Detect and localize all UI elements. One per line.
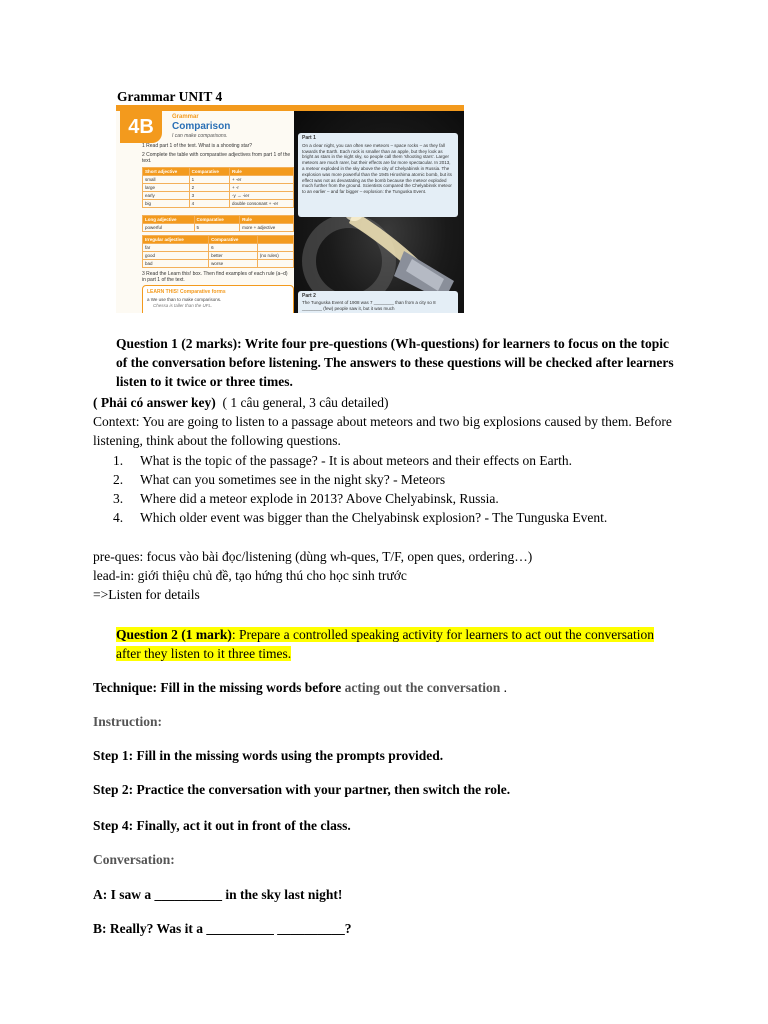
note-listen: =>Listen for details (93, 587, 200, 602)
section-heading: Comparison (172, 121, 231, 132)
part-2-panel (298, 291, 458, 313)
table-cell: more + adjective (240, 224, 294, 232)
answer-key-label: ( Phải có answer key) (93, 395, 216, 410)
instruction-label: Instruction: (93, 714, 163, 729)
technique-label: Technique: Fill in the missing words before (93, 680, 342, 695)
table-cell: -y → -ier (229, 192, 293, 200)
table-cell (257, 244, 293, 252)
task-3: 3 Read the Learn this! box. Then find examples of each rule (a–d) in part 1 of the text. (142, 271, 288, 283)
answer-key-note: ( 1 câu general, 3 câu detailed) (222, 395, 389, 410)
learn-this-example: Chessa is taller than the UFL. (153, 303, 213, 308)
table-header: Long adjective (143, 216, 195, 224)
step-2: Step 2: Practice the conversation with your partner, then switch the role. (93, 782, 511, 797)
list-item: 1. What is the topic of the passage? - It is about meteors and their effects on Earth. (113, 451, 683, 470)
list-item: 2. What can you sometimes see in the night sky? - Meteors (113, 470, 683, 489)
technique-line (93, 678, 693, 697)
pre-question-list (113, 451, 683, 527)
irregular-adjective-table (142, 235, 294, 268)
textbook-page-image (116, 105, 464, 313)
step-1: Step 1: Fill in the missing words using the prompts provided. (93, 748, 444, 763)
note-lead-in: lead-in: giới thiệu chủ đề, tạo hứng thú cho học sinh trước (93, 568, 407, 583)
learn-this-rule: a We use than to make comparisons. (147, 297, 222, 302)
table-cell: early (143, 192, 190, 200)
table-cell: 1 (189, 176, 229, 184)
table-cell: bad (143, 260, 209, 268)
table-cell: worse (209, 260, 258, 268)
table-cell: far (143, 244, 209, 252)
task-1: 1 Read part 1 of the text. What is a shooting star? (142, 143, 253, 149)
conversation-line-a: A: I saw a __________ in the sky last night! (93, 887, 343, 902)
table-cell: 6 (209, 244, 258, 252)
table-cell: 3 (189, 192, 229, 200)
short-adjective-table (142, 167, 294, 208)
learn-this-box (142, 285, 294, 313)
list-item: 4. Which older event was bigger than the Chelyabinsk explosion? - The Tunguska Event. (113, 508, 683, 527)
technique-tail: acting out the conversation (344, 680, 501, 695)
part-1-text: On a clear night, you can often see meteors – space rocks – as they fall towards the Earth. Each rock is smaller than an apple, but they look as bright as stars in the night sky, so people call them 'shooting stars'. Larger meteors are much rarer, but their effects are far more spectacular. In 2013, a meteor exploded in the sky above the city of Chelyabinsk in Russia. The explosion was more powerful than the 1945 Hiroshima atomic bomb, but its effect was not as devastating as the bomb because the meteor exploded much further from the ground. Scientists compared the Chelyabinsk meteor to an earlier – and far bigger – explosion: the Tunguska Event. (302, 142, 452, 195)
table-header: Short adjective (143, 168, 190, 176)
table-cell (257, 260, 293, 268)
table-cell: better (209, 252, 258, 260)
long-adjective-table (142, 215, 294, 232)
table-header: Comparative (209, 236, 258, 244)
list-item: 3. Where did a meteor explode in 2013? Above Chelyabinsk, Russia. (113, 489, 683, 508)
conversation-line-b: B: Really? Was it a __________ __________? (93, 921, 352, 936)
table-header: Irregular adjective (143, 236, 209, 244)
table-header: Comparative (194, 216, 240, 224)
question-1-heading: Question 1 (2 marks): Write four pre-questions (Wh-questions) for learners to focus on the topic of the conversation before listening. The answers to these questions will be checked after learners listen to it twice or three times. (116, 336, 674, 389)
can-do-statement: I can make comparisons. (172, 133, 228, 139)
list-item-text: What is the topic of the passage? - It is about meteors and their effects on Earth. (140, 453, 572, 468)
table-cell: 4 (189, 200, 229, 208)
list-item-text: Where did a meteor explode in 2013? Above Chelyabinsk, Russia. (140, 491, 499, 506)
table-cell: + -er (229, 176, 293, 184)
conversation-label: Conversation: (93, 852, 175, 867)
table-cell: 5 (194, 224, 240, 232)
table-cell: good (143, 252, 209, 260)
technique-end: . (500, 680, 508, 695)
section-label: Grammar (172, 114, 199, 120)
table-cell: 2 (189, 184, 229, 192)
part-2-title: Part 2 (302, 293, 316, 299)
table-header: Rule (240, 216, 294, 224)
answer-key-line (93, 393, 693, 412)
question-2-label: Question 2 (1 mark) (116, 627, 232, 642)
table-cell: big (143, 200, 190, 208)
task-2: 2 Complete the table with comparative adjectives from part 1 of the text. (142, 152, 291, 164)
table-cell: large (143, 184, 190, 192)
list-item-text: Which older event was bigger than the Chelyabinsk explosion? - The Tunguska Event. (140, 510, 608, 525)
part-1-title: Part 1 (302, 135, 316, 141)
table-cell: small (143, 176, 190, 184)
table-cell: (no rules) (257, 252, 293, 260)
question-2 (116, 625, 676, 663)
table-header: Comparative (189, 168, 229, 176)
learn-this-title: LEARN THIS! Comparative forms (147, 289, 226, 295)
table-cell: + -r (229, 184, 293, 192)
table-header: Rule (229, 168, 293, 176)
document-title: Grammar UNIT 4 (117, 89, 223, 104)
context-paragraph: Context: You are going to listen to a passage about meteors and two big explosions caused by them. Before listening, think about the following questions. (93, 414, 672, 448)
part-2-text: The Tunguska Event of 1908 was 7 ________ than from a city so 8 ________ (few) people saw it, but it was much (302, 299, 436, 311)
part-1-panel (298, 133, 458, 217)
question-2-text: : Prepare a controlled speaking activity for learners to act out the conversation after they listen to it three times. (116, 627, 654, 661)
table-cell: powerful (143, 224, 195, 232)
unit-badge: 4B (120, 111, 162, 143)
list-item-text: What can you sometimes see in the night sky? - Meteors (140, 472, 446, 487)
table-header (257, 236, 293, 244)
table-cell: double consonant + -er (229, 200, 293, 208)
step-4: Step 4: Finally, act it out in front of the class. (93, 818, 351, 833)
note-pre-ques: pre-ques: focus vào bài đọc/listening (dùng wh-ques, T/F, open ques, ordering…) (93, 549, 533, 564)
